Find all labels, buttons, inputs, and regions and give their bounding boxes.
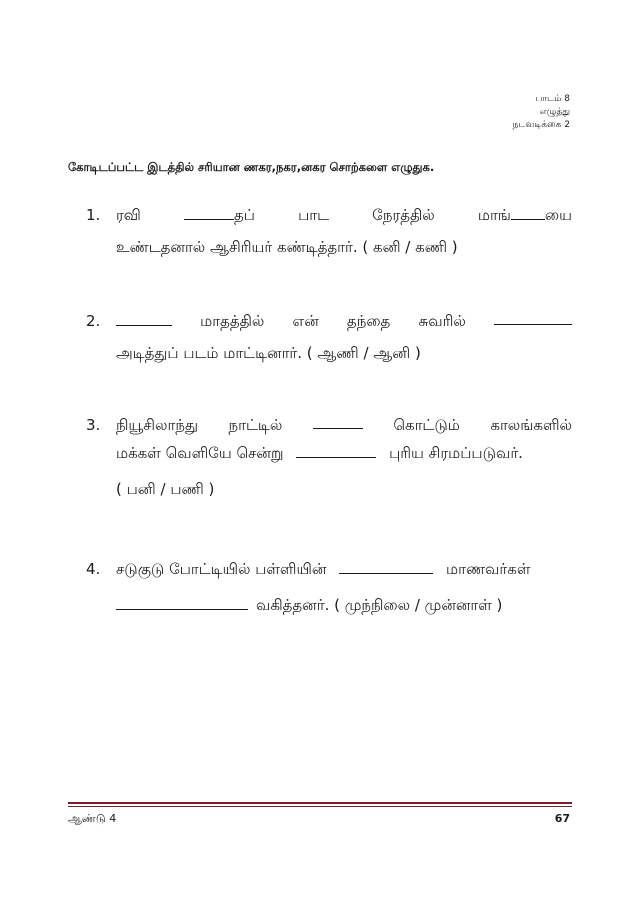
activity-label: நடவடிக்கை 2 [512, 120, 570, 130]
word: நாட்டில் [228, 416, 283, 434]
fill-blank[interactable] [511, 205, 545, 220]
footer-rule-thin [68, 806, 572, 807]
word: தந்தை [346, 312, 391, 330]
question-line-2b: புரிய சிரமப்படுவர். [389, 444, 523, 462]
year-label: ஆண்டு 4 [68, 812, 117, 825]
page-number: 67 [554, 812, 570, 825]
word: நியூசிலாந்து [116, 416, 198, 434]
word: ரவி [116, 206, 141, 224]
word: சுவரில் [418, 312, 466, 330]
fill-blank[interactable] [184, 205, 234, 220]
fill-blank[interactable] [339, 559, 433, 574]
question-2 [86, 310, 572, 364]
word: மாங் [477, 206, 511, 224]
word: மாதத்தில் [200, 312, 265, 330]
question-line-2a: மக்கள் வெளியே சென்று [116, 444, 284, 462]
question-number: 2. [86, 312, 101, 330]
word: தப் [233, 206, 255, 224]
word: காலங்களில் [490, 416, 572, 434]
question-line-1b: மாணவர்கள் [446, 560, 531, 578]
question-4 [86, 558, 530, 616]
word: நேரத்தில் [372, 206, 435, 224]
word: என் [292, 312, 319, 330]
word: கொட்டும் [393, 416, 460, 434]
skill-label: எழுத்து [539, 107, 570, 117]
fill-blank[interactable] [313, 414, 363, 429]
instruction-text: கோடிடப்பட்ட இடத்தில் சரியான ணகர,நகர,னகர சொற்களை எழுதுக. [68, 160, 435, 174]
fill-blank[interactable] [116, 311, 172, 326]
word: பாட [298, 206, 330, 224]
question-line-1a: சடுகுடு போட்டியில் பள்ளியின் [116, 560, 327, 578]
question-1 [86, 204, 572, 258]
question-number: 3. [86, 416, 101, 434]
footer-rule [68, 802, 572, 804]
question-number: 4. [86, 560, 101, 578]
fill-blank[interactable] [494, 310, 572, 325]
lesson-label: பாடம் 8 [535, 94, 570, 104]
fill-blank[interactable] [116, 595, 248, 610]
fill-blank[interactable] [296, 443, 376, 458]
question-options: ( பனி / பணி ) [116, 480, 215, 498]
question-line-2: வகித்தனர். ( முந்நிலை / முன்னாள் ) [256, 596, 503, 614]
question-number: 1. [86, 206, 101, 224]
question-3 [86, 414, 572, 500]
question-line-2: அடித்துப் படம் மாட்டினார். ( ஆணி / ஆனி ) [116, 344, 421, 362]
question-line-2: உண்டதனால் ஆசிரியர் கண்டித்தார். ( கனி / கணி ) [116, 238, 458, 256]
word: யை [544, 206, 572, 224]
